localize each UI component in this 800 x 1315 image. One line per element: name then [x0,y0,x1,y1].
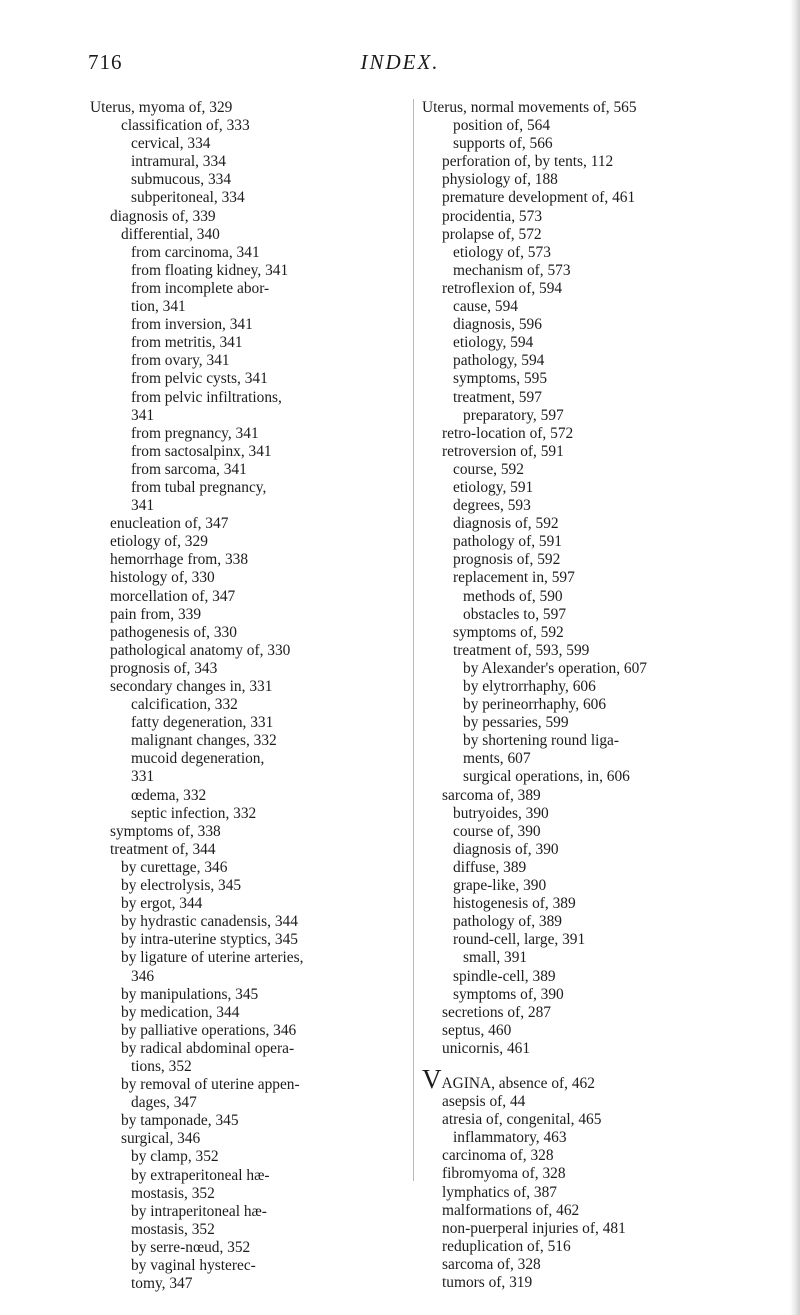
index-entry: 341 [131,406,155,424]
index-column-left [90,99,400,1293]
index-entry: from sactosalpinx, 341 [131,442,272,460]
index-entry: Uterus, normal movements of, 565 [422,99,637,116]
index-entry: tumors of, 319 [442,1274,533,1291]
index-entry: supports of, 566 [453,135,553,153]
index-entry: by palliative operations, 346 [121,1021,297,1039]
index-entry: by ligature of uterine arteries, [121,949,304,967]
index-entry: by extraperitoneal hæ- [131,1166,270,1184]
index-entry: by perineorrhaphy, 606 [463,696,607,714]
index-entry: by removal of uterine appen- [121,1076,300,1094]
index-entry: ments, 607 [463,750,531,768]
index-entry: perforation of, by tents, 112 [442,153,614,171]
index-entry: by intra-uterine styptics, 345 [121,931,298,949]
index-entry: 341 [131,497,155,515]
page-edge-shadow [790,0,800,1315]
index-entry [422,1063,722,1094]
index-entry: from pelvic infiltrations, [131,388,282,406]
index-entry: asepsis of, 44 [442,1093,526,1111]
index-entry: treatment of, 593, 599 [453,641,590,659]
index-entry: by Alexander's operation, 607 [463,659,647,677]
index-entry: pathology of, 389 [453,913,563,931]
index-entry: pathology, 594 [453,352,545,370]
index-entry: from ovary, 341 [131,352,230,370]
index-entry: surgical, 346 [121,1130,201,1148]
index-entry: tion, 341 [131,298,186,316]
index-entry: etiology, 591 [453,478,534,496]
index-entry: lymphatics of, 387 [442,1183,557,1201]
index-entry: submucous, 334 [131,171,232,189]
index-entry: inflammatory, 463 [453,1129,567,1147]
index-entry: retroflexion of, 594 [442,279,563,297]
index-entry: position of, 564 [453,117,551,135]
index-entry: 346 [131,967,155,985]
index-entry-text: AGINA, absence of, 462 [441,1074,595,1092]
page-header [0,50,800,80]
index-entry: mechanism of, 573 [453,261,571,279]
index-entry: diagnosis, 596 [453,316,542,334]
index-entry: methods of, 590 [463,587,563,605]
index-entry: cause, 594 [453,298,518,316]
index-entry: histogenesis of, 389 [453,895,576,913]
index-entry: symptoms of, 592 [453,623,564,641]
index-entry: by shortening round liga- [463,732,620,750]
index-entry: mostasis, 352 [131,1220,215,1238]
index-entry: from floating kidney, 341 [131,261,289,279]
index-entry: hemorrhage from, 338 [110,551,249,569]
index-entry: etiology, 594 [453,334,534,352]
index-entry: from carcinoma, 341 [131,243,260,261]
index-entry: from pelvic cysts, 341 [131,370,268,388]
index-entry: non-puerperal injuries of, 481 [442,1219,626,1237]
index-entry: fatty degeneration, 331 [131,714,274,732]
index-entry: intramural, 334 [131,153,226,171]
index-entry: by manipulations, 345 [121,985,259,1003]
index-entry: from pregnancy, 341 [131,424,259,442]
index-entry: by elytrorrhaphy, 606 [463,678,596,695]
index-entry: prognosis of, 592 [453,551,561,569]
index-entry: by tamponade, 345 [121,1112,239,1130]
index-entry: prolapse of, 572 [442,225,542,243]
index-entry: retroversion of, 591 [442,442,564,460]
index-entry: spindle-cell, 389 [453,967,556,985]
index-entry: morcellation of, 347 [110,587,236,605]
index-entry: by curettage, 346 [121,858,228,876]
index-entry: sarcoma of, 389 [442,786,541,804]
page-number: 716 [88,50,123,74]
index-entry: symptoms of, 390 [453,985,564,1003]
index-entry: by ergot, 344 [121,895,203,913]
index-entry: by intraperitoneal hæ- [131,1202,267,1220]
index-entry: by hydrastic canadensis, 344 [121,913,298,931]
index-entry: unicornis, 461 [442,1039,531,1057]
index-entry: treatment, 597 [453,388,542,406]
index-entry: diagnosis of, 390 [453,840,559,858]
index-entry: by vaginal hysterec- [131,1257,256,1274]
index-entry: enucleation of, 347 [110,515,229,533]
section-initial: V [422,1063,442,1094]
index-entry: by electrolysis, 345 [121,877,242,895]
index-entry: symptoms of, 338 [110,822,221,840]
index-entry: surgical operations, in, 606 [463,768,630,786]
index-entry: butryoides, 390 [453,804,549,822]
index-entry: Uterus, myoma of, 329 [90,99,233,116]
index-entry: diffuse, 389 [453,858,527,876]
index-entry: pathological anatomy of, 330 [110,641,291,659]
index-entry: septus, 460 [442,1021,512,1039]
index-entry: from tubal pregnancy, [131,478,267,496]
index-entry: carcinoma of, 328 [442,1147,554,1165]
index-entry: pain from, 339 [110,605,202,623]
index-entry: prognosis of, 343 [110,659,218,677]
index-entry: mucoid degeneration, [131,750,265,768]
index-entry: histology of, 330 [110,569,215,587]
index-entry: 331 [131,768,155,786]
index-entry: course, 592 [453,460,524,478]
index-entry: mostasis, 352 [131,1184,215,1202]
index-entry: preparatory, 597 [463,406,564,424]
index-entry: classification of, 333 [121,117,250,135]
index-entry: physiology of, 188 [442,171,558,189]
index-entry: malignant changes, 332 [131,732,277,750]
section-gap [422,1058,722,1070]
index-entry: from inversion, 341 [131,316,253,334]
index-entry: malformations of, 462 [442,1201,580,1219]
index-entry: secretions of, 287 [442,1003,551,1021]
index-entry: differential, 340 [121,225,220,243]
index-entry: premature development of, 461 [442,189,636,207]
index-entry: replacement in, 597 [453,569,575,587]
index-entry: calcification, 332 [131,696,238,714]
column-divider [413,99,414,1181]
running-title: INDEX. [360,50,440,74]
index-entry: diagnosis of, 339 [110,207,216,225]
index-entry: obstacles to, 597 [463,605,567,623]
index-entry: grape-like, 390 [453,877,547,895]
index-entry: reduplication of, 516 [442,1237,571,1255]
index-entry: from sarcoma, 341 [131,460,247,478]
index-entry: by pessaries, 599 [463,714,569,732]
index-entry: degrees, 593 [453,497,531,515]
index-entry: septic infection, 332 [131,804,257,822]
index-entry: pathology of, 591 [453,533,563,551]
index-entry: course of, 390 [453,822,541,840]
index-entry: etiology of, 329 [110,533,208,551]
index-entry: atresia of, congenital, 465 [442,1111,602,1129]
index-entry: tions, 352 [131,1057,192,1075]
index-entry: fibromyoma of, 328 [442,1165,566,1183]
index-entry: symptoms, 595 [453,370,548,388]
index-entry: dages, 347 [131,1094,197,1112]
index-entry: etiology of, 573 [453,243,551,261]
index-entry: round-cell, large, 391 [453,931,586,949]
index-entry: by medication, 344 [121,1003,240,1021]
index-entry: retro-location of, 572 [442,424,574,442]
index-entry: by serre-nœud, 352 [131,1238,251,1256]
index-entry: sarcoma of, 328 [442,1255,541,1273]
index-entry: tomy, 347 [131,1275,193,1293]
index-column-right [422,99,722,1292]
index-entry: from metritis, 341 [131,334,243,352]
index-entry: secondary changes in, 331 [110,678,273,695]
index-entry: by clamp, 352 [131,1148,219,1166]
index-entry: subperitoneal, 334 [131,189,245,207]
index-entry: pathogenesis of, 330 [110,623,237,641]
index-entry: from incomplete abor- [131,279,270,297]
index-entry: small, 391 [463,949,528,967]
index-entry: treatment of, 344 [110,840,216,858]
index-entry: cervical, 334 [131,135,211,153]
index-entry: by radical abdominal opera- [121,1039,295,1057]
index-entry: diagnosis of, 592 [453,515,559,533]
index-entry: œdema, 332 [131,786,207,804]
index-entry: procidentia, 573 [442,207,543,225]
